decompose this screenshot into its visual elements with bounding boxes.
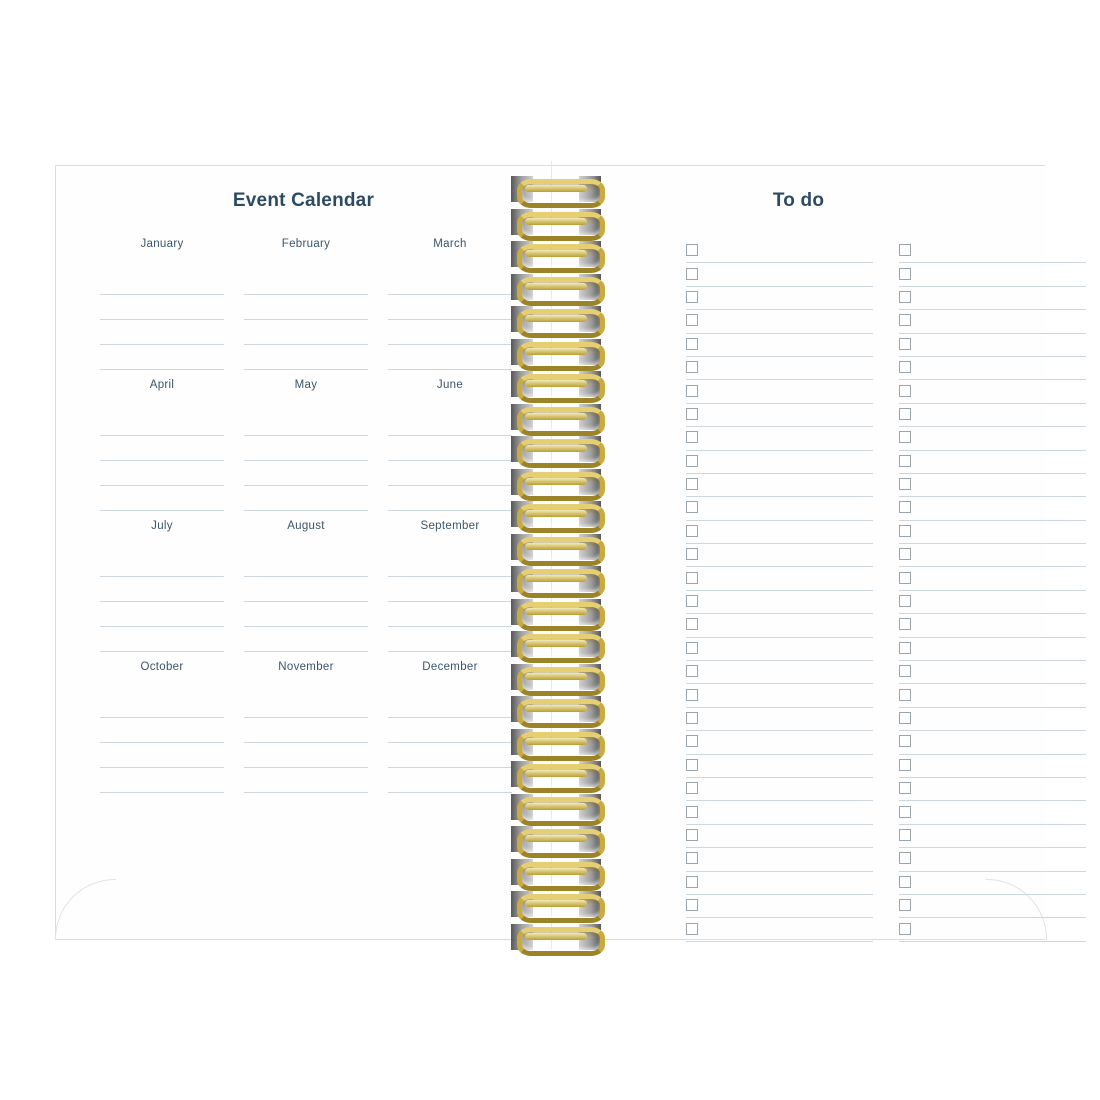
todo-text[interactable] xyxy=(706,812,873,813)
month-block xyxy=(240,661,372,802)
month-block xyxy=(96,520,228,661)
month-name: June xyxy=(436,379,464,391)
todo-text[interactable] xyxy=(706,368,873,369)
todo-row[interactable] xyxy=(686,404,873,427)
todo-row[interactable] xyxy=(686,778,873,801)
write-line[interactable] xyxy=(388,345,512,370)
todo-row[interactable] xyxy=(686,263,873,286)
todo-checkbox[interactable] xyxy=(686,314,698,326)
month-write-lines[interactable] xyxy=(240,693,372,793)
write-line[interactable] xyxy=(244,295,368,320)
todo-row[interactable] xyxy=(899,895,1086,918)
todo-checkbox[interactable] xyxy=(686,782,698,794)
todo-row[interactable] xyxy=(686,567,873,590)
todo-row[interactable] xyxy=(686,848,873,871)
todo-checkbox[interactable] xyxy=(899,338,911,350)
todo-text[interactable] xyxy=(919,414,1086,415)
todo-columns xyxy=(686,240,1086,942)
todo-row[interactable] xyxy=(899,708,1086,731)
todo-checkbox[interactable] xyxy=(686,501,698,513)
write-line[interactable] xyxy=(100,602,224,627)
todo-checkbox[interactable] xyxy=(899,712,911,724)
todo-checkbox[interactable] xyxy=(899,548,911,560)
todo-text[interactable] xyxy=(706,461,873,462)
todo-text[interactable] xyxy=(706,274,873,275)
todo-checkbox[interactable] xyxy=(686,665,698,677)
month-write-lines[interactable] xyxy=(240,270,372,370)
todo-checkbox[interactable] xyxy=(899,455,911,467)
month-block xyxy=(384,661,516,802)
todo-text[interactable] xyxy=(919,461,1086,462)
todo-checkbox[interactable] xyxy=(899,291,911,303)
todo-checkbox[interactable] xyxy=(899,478,911,490)
month-block xyxy=(240,520,372,661)
month-block xyxy=(240,379,372,520)
todo-checkbox[interactable] xyxy=(899,782,911,794)
todo-text[interactable] xyxy=(706,695,873,696)
todo-text[interactable] xyxy=(919,765,1086,766)
month-name: January xyxy=(140,238,184,250)
todo-row[interactable] xyxy=(899,287,1086,310)
month-write-lines[interactable] xyxy=(96,693,228,793)
todo-checkbox[interactable] xyxy=(686,268,698,280)
todo-row[interactable] xyxy=(686,755,873,778)
todo-checkbox[interactable] xyxy=(899,525,911,537)
write-line[interactable] xyxy=(100,270,224,295)
month-write-lines[interactable] xyxy=(384,411,516,511)
todo-row[interactable] xyxy=(899,310,1086,333)
month-name: April xyxy=(149,379,175,391)
todo-checkbox[interactable] xyxy=(899,408,911,420)
todo-row[interactable] xyxy=(899,801,1086,824)
todo-text[interactable] xyxy=(706,625,873,626)
todo-text[interactable] xyxy=(919,391,1086,392)
month-name: May xyxy=(294,379,318,391)
todo-row[interactable] xyxy=(686,451,873,474)
month-write-lines[interactable] xyxy=(96,552,228,652)
todo-row[interactable] xyxy=(686,357,873,380)
write-line[interactable] xyxy=(244,461,368,486)
write-line[interactable] xyxy=(100,552,224,577)
todo-checkbox[interactable] xyxy=(686,431,698,443)
todo-text[interactable] xyxy=(919,789,1086,790)
todo-text[interactable] xyxy=(706,672,873,673)
month-name: November xyxy=(278,661,334,673)
todo-checkbox[interactable] xyxy=(686,689,698,701)
write-line[interactable] xyxy=(388,627,512,652)
todo-row[interactable] xyxy=(686,474,873,497)
write-line[interactable] xyxy=(100,345,224,370)
todo-row[interactable] xyxy=(899,404,1086,427)
todo-checkbox[interactable] xyxy=(686,759,698,771)
todo-text[interactable] xyxy=(919,297,1086,298)
todo-checkbox[interactable] xyxy=(686,478,698,490)
todo-text[interactable] xyxy=(919,274,1086,275)
todo-checkbox[interactable] xyxy=(686,618,698,630)
todo-row[interactable] xyxy=(686,872,873,895)
todo-checkbox[interactable] xyxy=(899,385,911,397)
todo-checkbox[interactable] xyxy=(686,806,698,818)
todo-row[interactable] xyxy=(686,801,873,824)
todo-row[interactable] xyxy=(899,825,1086,848)
todo-checkbox[interactable] xyxy=(686,595,698,607)
month-write-lines[interactable] xyxy=(384,270,516,370)
month-name: March xyxy=(433,238,467,250)
month-block xyxy=(384,238,516,379)
todo-text[interactable] xyxy=(919,578,1086,579)
todo-row[interactable] xyxy=(899,263,1086,286)
write-line[interactable] xyxy=(388,577,512,602)
write-line[interactable] xyxy=(244,486,368,511)
todo-row[interactable] xyxy=(686,334,873,357)
todo-checkbox[interactable] xyxy=(899,876,911,888)
todo-text[interactable] xyxy=(706,859,873,860)
todo-row[interactable] xyxy=(686,544,873,567)
todo-column xyxy=(899,240,1086,942)
todo-row[interactable] xyxy=(899,334,1086,357)
month-name: August xyxy=(287,520,325,532)
write-line[interactable] xyxy=(100,295,224,320)
write-line[interactable] xyxy=(244,768,368,793)
write-line[interactable] xyxy=(100,320,224,345)
write-line[interactable] xyxy=(244,436,368,461)
todo-checkbox[interactable] xyxy=(686,712,698,724)
month-name: July xyxy=(151,520,173,532)
todo-row[interactable] xyxy=(899,848,1086,871)
todo-checkbox[interactable] xyxy=(899,595,911,607)
todo-row[interactable] xyxy=(686,497,873,520)
todo-row[interactable] xyxy=(899,731,1086,754)
todo-checkbox[interactable] xyxy=(899,501,911,513)
todo-text[interactable] xyxy=(919,835,1086,836)
page-title-event-calendar: Event Calendar xyxy=(232,190,375,211)
todo-checkbox[interactable] xyxy=(899,899,911,911)
todo-row[interactable] xyxy=(899,778,1086,801)
todo-checkbox[interactable] xyxy=(686,361,698,373)
todo-text[interactable] xyxy=(706,438,873,439)
month-block xyxy=(96,379,228,520)
todo-checkbox[interactable] xyxy=(899,431,911,443)
todo-text[interactable] xyxy=(706,297,873,298)
todo-text[interactable] xyxy=(919,344,1086,345)
todo-text[interactable] xyxy=(706,719,873,720)
month-block xyxy=(384,520,516,661)
todo-row[interactable] xyxy=(686,895,873,918)
todo-row[interactable] xyxy=(899,240,1086,263)
write-line[interactable] xyxy=(100,718,224,743)
todo-text[interactable] xyxy=(706,344,873,345)
todo-text[interactable] xyxy=(706,251,873,252)
planner-spread xyxy=(55,165,1045,940)
todo-text[interactable] xyxy=(919,882,1086,883)
todo-text[interactable] xyxy=(919,555,1086,556)
todo-text[interactable] xyxy=(919,438,1086,439)
write-line[interactable] xyxy=(244,577,368,602)
month-name: December xyxy=(422,661,478,673)
month-write-lines[interactable] xyxy=(96,270,228,370)
todo-checkbox[interactable] xyxy=(899,361,911,373)
month-write-lines[interactable] xyxy=(384,693,516,793)
todo-row[interactable] xyxy=(686,731,873,754)
todo-row[interactable] xyxy=(899,684,1086,707)
write-line[interactable] xyxy=(100,693,224,718)
todo-text[interactable] xyxy=(706,742,873,743)
write-line[interactable] xyxy=(388,693,512,718)
todo-row[interactable] xyxy=(686,708,873,731)
todo-text[interactable] xyxy=(919,719,1086,720)
todo-row[interactable] xyxy=(686,287,873,310)
write-line[interactable] xyxy=(244,411,368,436)
month-name: February xyxy=(281,238,331,250)
todo-row[interactable] xyxy=(899,918,1086,941)
write-line[interactable] xyxy=(244,552,368,577)
todo-checkbox[interactable] xyxy=(686,338,698,350)
todo-checkbox[interactable] xyxy=(686,548,698,560)
todo-text[interactable] xyxy=(706,602,873,603)
todo-checkbox[interactable] xyxy=(686,899,698,911)
todo-row[interactable] xyxy=(899,521,1086,544)
todo-text[interactable] xyxy=(706,765,873,766)
month-grid xyxy=(96,238,516,802)
write-line[interactable] xyxy=(244,270,368,295)
month-write-lines[interactable] xyxy=(96,411,228,511)
todo-text[interactable] xyxy=(919,812,1086,813)
todo-checkbox[interactable] xyxy=(899,642,911,654)
todo-checkbox[interactable] xyxy=(899,665,911,677)
write-line[interactable] xyxy=(100,627,224,652)
todo-text[interactable] xyxy=(706,531,873,532)
todo-text[interactable] xyxy=(919,648,1086,649)
write-line[interactable] xyxy=(388,461,512,486)
write-line[interactable] xyxy=(388,270,512,295)
todo-checkbox[interactable] xyxy=(686,244,698,256)
todo-checkbox[interactable] xyxy=(899,806,911,818)
todo-row[interactable] xyxy=(899,357,1086,380)
page-corner-curl-left xyxy=(55,879,116,940)
todo-text[interactable] xyxy=(706,485,873,486)
todo-row[interactable] xyxy=(686,684,873,707)
todo-text[interactable] xyxy=(706,508,873,509)
todo-checkbox[interactable] xyxy=(899,618,911,630)
todo-text[interactable] xyxy=(706,391,873,392)
write-line[interactable] xyxy=(100,768,224,793)
todo-row[interactable] xyxy=(899,567,1086,590)
todo-text[interactable] xyxy=(919,625,1086,626)
write-line[interactable] xyxy=(244,718,368,743)
todo-checkbox[interactable] xyxy=(899,244,911,256)
todo-text[interactable] xyxy=(919,929,1086,930)
write-line[interactable] xyxy=(100,411,224,436)
write-line[interactable] xyxy=(100,577,224,602)
todo-text[interactable] xyxy=(706,555,873,556)
todo-text[interactable] xyxy=(919,321,1086,322)
todo-checkbox[interactable] xyxy=(686,829,698,841)
write-line[interactable] xyxy=(388,718,512,743)
todo-row[interactable] xyxy=(899,872,1086,895)
todo-text[interactable] xyxy=(919,508,1086,509)
todo-text[interactable] xyxy=(706,835,873,836)
todo-row[interactable] xyxy=(686,380,873,403)
write-line[interactable] xyxy=(388,743,512,768)
write-line[interactable] xyxy=(388,436,512,461)
todo-checkbox[interactable] xyxy=(899,314,911,326)
todo-row[interactable] xyxy=(686,825,873,848)
page-spine xyxy=(551,161,552,951)
todo-row[interactable] xyxy=(686,661,873,684)
write-line[interactable] xyxy=(244,602,368,627)
todo-row[interactable] xyxy=(899,497,1086,520)
todo-row[interactable] xyxy=(686,521,873,544)
left-page xyxy=(56,166,551,939)
todo-text[interactable] xyxy=(706,882,873,883)
todo-text[interactable] xyxy=(919,695,1086,696)
month-write-lines[interactable] xyxy=(384,552,516,652)
todo-row[interactable] xyxy=(686,591,873,614)
todo-text[interactable] xyxy=(919,602,1086,603)
todo-checkbox[interactable] xyxy=(899,689,911,701)
todo-checkbox[interactable] xyxy=(899,268,911,280)
todo-row[interactable] xyxy=(899,755,1086,778)
todo-text[interactable] xyxy=(919,485,1086,486)
todo-text[interactable] xyxy=(706,648,873,649)
month-block xyxy=(96,661,228,802)
write-line[interactable] xyxy=(100,436,224,461)
todo-checkbox[interactable] xyxy=(899,829,911,841)
month-block xyxy=(96,238,228,379)
todo-row[interactable] xyxy=(686,427,873,450)
todo-checkbox[interactable] xyxy=(686,852,698,864)
write-line[interactable] xyxy=(100,743,224,768)
month-name: October xyxy=(140,661,184,673)
todo-text[interactable] xyxy=(919,859,1086,860)
todo-checkbox[interactable] xyxy=(686,525,698,537)
todo-checkbox[interactable] xyxy=(899,852,911,864)
right-page xyxy=(551,166,1046,939)
write-line[interactable] xyxy=(388,295,512,320)
month-write-lines[interactable] xyxy=(240,552,372,652)
month-name: September xyxy=(420,520,480,532)
todo-row[interactable] xyxy=(686,240,873,263)
write-line[interactable] xyxy=(244,693,368,718)
write-line[interactable] xyxy=(244,627,368,652)
todo-text[interactable] xyxy=(706,321,873,322)
todo-checkbox[interactable] xyxy=(686,642,698,654)
todo-checkbox[interactable] xyxy=(686,408,698,420)
todo-row[interactable] xyxy=(686,918,873,941)
todo-row[interactable] xyxy=(686,638,873,661)
todo-text[interactable] xyxy=(919,906,1086,907)
todo-checkbox[interactable] xyxy=(899,759,911,771)
todo-text[interactable] xyxy=(919,251,1086,252)
write-line[interactable] xyxy=(388,320,512,345)
todo-row[interactable] xyxy=(899,380,1086,403)
todo-row[interactable] xyxy=(899,474,1086,497)
todo-text[interactable] xyxy=(706,578,873,579)
todo-text[interactable] xyxy=(706,414,873,415)
todo-checkbox[interactable] xyxy=(686,385,698,397)
write-line[interactable] xyxy=(100,486,224,511)
write-line[interactable] xyxy=(244,743,368,768)
todo-row[interactable] xyxy=(899,427,1086,450)
todo-checkbox[interactable] xyxy=(686,291,698,303)
todo-text[interactable] xyxy=(919,742,1086,743)
todo-row[interactable] xyxy=(899,661,1086,684)
page-title-to-do: To do xyxy=(772,190,825,211)
write-line[interactable] xyxy=(388,552,512,577)
todo-text[interactable] xyxy=(919,368,1086,369)
todo-column xyxy=(686,240,873,942)
write-line[interactable] xyxy=(388,486,512,511)
todo-checkbox[interactable] xyxy=(686,735,698,747)
todo-row[interactable] xyxy=(899,451,1086,474)
write-line[interactable] xyxy=(100,461,224,486)
todo-text[interactable] xyxy=(706,906,873,907)
month-write-lines[interactable] xyxy=(240,411,372,511)
todo-checkbox[interactable] xyxy=(899,572,911,584)
write-line[interactable] xyxy=(244,320,368,345)
todo-row[interactable] xyxy=(686,614,873,637)
todo-row[interactable] xyxy=(899,638,1086,661)
todo-text[interactable] xyxy=(919,672,1086,673)
todo-text[interactable] xyxy=(706,929,873,930)
todo-checkbox[interactable] xyxy=(899,923,911,935)
todo-checkbox[interactable] xyxy=(686,923,698,935)
month-block xyxy=(384,379,516,520)
todo-text[interactable] xyxy=(919,531,1086,532)
write-line[interactable] xyxy=(388,411,512,436)
write-line[interactable] xyxy=(388,602,512,627)
todo-row[interactable] xyxy=(899,544,1086,567)
todo-text[interactable] xyxy=(706,789,873,790)
todo-checkbox[interactable] xyxy=(686,876,698,888)
todo-checkbox[interactable] xyxy=(899,735,911,747)
todo-row[interactable] xyxy=(686,310,873,333)
todo-checkbox[interactable] xyxy=(686,455,698,467)
todo-row[interactable] xyxy=(899,591,1086,614)
todo-row[interactable] xyxy=(899,614,1086,637)
write-line[interactable] xyxy=(388,768,512,793)
todo-checkbox[interactable] xyxy=(686,572,698,584)
month-block xyxy=(240,238,372,379)
write-line[interactable] xyxy=(244,345,368,370)
